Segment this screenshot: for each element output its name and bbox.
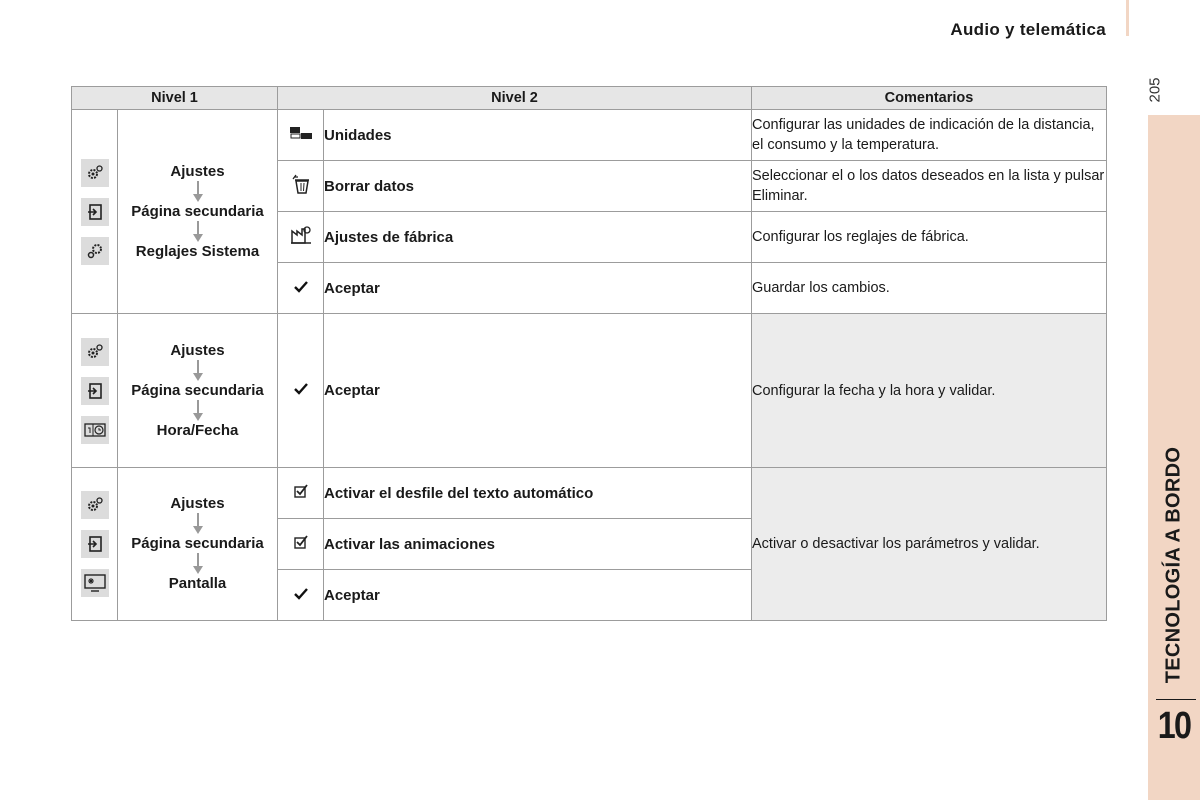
delete-data-icon [278, 161, 324, 212]
chapter-number: 10 [1157, 705, 1191, 747]
down-arrow-icon [192, 553, 204, 575]
path-step-3: Hora/Fecha [156, 421, 239, 439]
settings-gear-icon [81, 338, 109, 366]
path-step-3: Reglajes Sistema [135, 242, 260, 260]
level2-label: Aceptar [324, 570, 752, 621]
secondary-page-icon [81, 198, 109, 226]
units-icon [278, 110, 324, 161]
settings-gear-icon [81, 159, 109, 187]
level2-label: Borrar datos [324, 161, 752, 212]
path-step-3: Pantalla [168, 575, 227, 592]
level1-path [118, 110, 278, 314]
comment-cell: Configurar las unidades de indicación de la distancia, el consumo y la temperatura. [752, 110, 1107, 161]
level2-label: Ajustes de fábrica [324, 212, 752, 263]
level1-path [118, 468, 278, 621]
comment-cell: Activar o desactivar los parámetros y validar. [752, 468, 1107, 621]
comment-cell: Guardar los cambios. [752, 263, 1107, 314]
column-header-level1: Nivel 1 [72, 87, 278, 110]
comment-cell: Seleccionar el o los datos deseados en la lista y pulsar Eliminar. [752, 161, 1107, 212]
column-header-level2: Nivel 2 [278, 87, 752, 110]
chapter-title [1148, 430, 1200, 700]
level1-icons [72, 110, 118, 314]
table-header-row [72, 87, 1107, 110]
page-number-text: 205 [1146, 77, 1164, 103]
level1-icons [72, 314, 118, 468]
settings-menu-table [71, 86, 1107, 621]
page-number [1140, 70, 1170, 110]
section-title: Audio y telemática [950, 20, 1106, 39]
chapter-title-text: TECNOLOGÍA A BORDO [1162, 446, 1185, 684]
checkbox-icon [278, 468, 324, 519]
comment-cell: Configurar la fecha y la hora y validar. [752, 314, 1107, 468]
header-divider [1126, 0, 1129, 36]
table-row [72, 314, 1107, 468]
down-arrow-icon [192, 181, 204, 203]
time-date-icon [81, 416, 109, 444]
settings-gear-icon [81, 491, 109, 519]
down-arrow-icon [192, 221, 204, 243]
path-step-1: Ajustes [170, 341, 225, 359]
down-arrow-icon [192, 513, 204, 535]
level2-label: Aceptar [324, 263, 752, 314]
path-step-2: Página secundaria [131, 202, 264, 220]
factory-settings-icon [278, 212, 324, 263]
level2-label: Activar las animaciones [324, 519, 752, 570]
level2-label: Aceptar [324, 314, 752, 468]
checkmark-icon [278, 570, 324, 621]
table-row [72, 468, 1107, 519]
secondary-page-icon [81, 377, 109, 405]
level2-label: Activar el desfile del texto automático [324, 468, 752, 519]
path-step-1: Ajustes [170, 162, 225, 180]
display-icon [81, 569, 109, 597]
down-arrow-icon [192, 360, 204, 382]
comment-cell: Configurar los reglajes de fábrica. [752, 212, 1107, 263]
table-row [72, 110, 1107, 161]
path-step-1: Ajustes [170, 495, 225, 512]
chapter-divider [1156, 699, 1196, 700]
checkmark-icon [278, 263, 324, 314]
path-step-2: Página secundaria [131, 535, 264, 552]
level2-label: Unidades [324, 110, 752, 161]
checkmark-icon [278, 314, 324, 468]
system-settings-icon [81, 237, 109, 265]
level1-icons [72, 468, 118, 621]
secondary-page-icon [81, 530, 109, 558]
level1-path [118, 314, 278, 468]
path-step-2: Página secundaria [131, 381, 264, 399]
checkbox-icon [278, 519, 324, 570]
down-arrow-icon [192, 400, 204, 422]
column-header-comments: Comentarios [752, 87, 1107, 110]
